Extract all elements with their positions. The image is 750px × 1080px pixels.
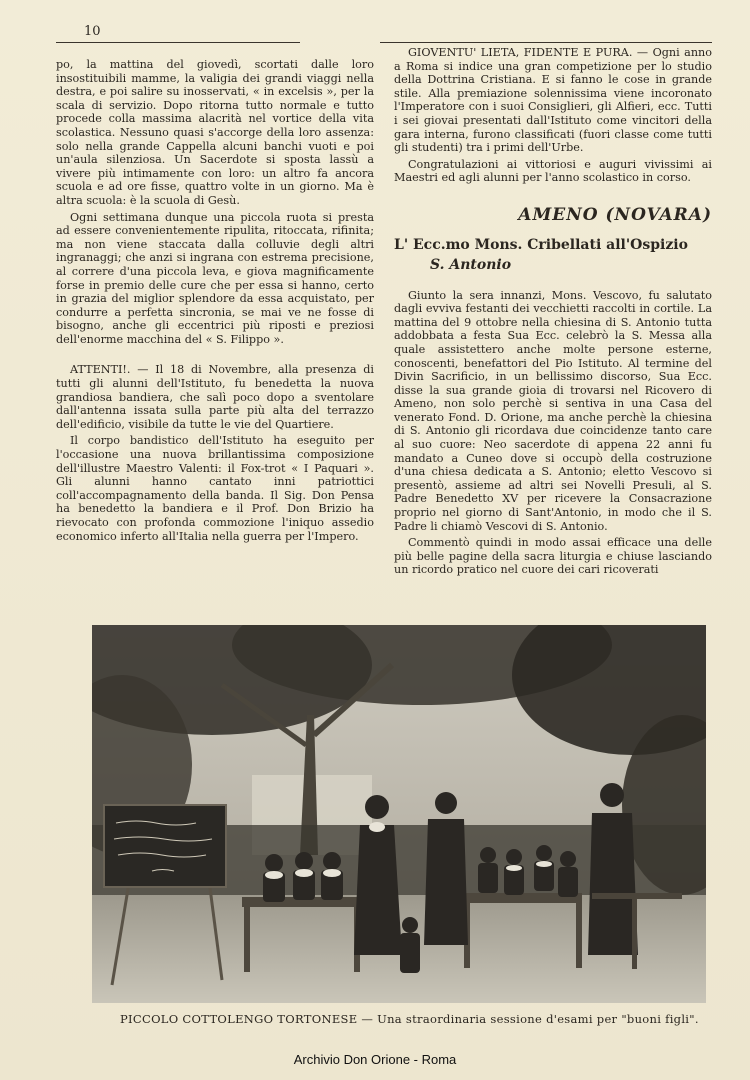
page-number: 10: [84, 24, 101, 39]
article-title-line2: S. Antonio: [430, 256, 512, 273]
left-paragraph-attenti: ATTENTI!. — Il 18 di Novembre, alla presenza di tutti gli alunni dell'Istituto, fu benedetta la nuova grandiosa bandiera, che salì poco dopo a sventolare dall'antenna issata sulla parte più alta del terrazzo dell'edificio, visibile da tutte le vie del Quartiere.: [56, 363, 374, 431]
header-rule-right: [380, 42, 712, 43]
article-paragraph: Commentò quindi in modo assai efficace una delle più belle pagine della sacra liturgia e chiuse lasciando un ricordo pratico nel cuore dei cari ricoverati: [394, 536, 712, 577]
photo-scene: [92, 625, 706, 1003]
article-paragraph: Giunto la sera innanzi, Mons. Vescovo, fu salutato dagli evviva festanti dei vecchietti raccolti in cortile. La mattina del 9 ottobre nella chiesina di S. Antonio tutta addobbata a festa Sua Ecc. celebrò la S. Messa alla quale assistettero anche molte persone esterne, conoscenti, benefattori del Pio Istituto. Al termine del Divin Sacrificio, in un bellissimo discorso, Sua Ecc. disse la sua grande gioia di trovarsi nel Ricovero di Ameno, non solo perchè si sentiva in una Casa del venerato Fond. D. Orione, ma anche perchè la chiesina di S. Antonio gli ricordava due coincidenze tanto care al suo cuore: Neo sacerdote di appena 22 anni fu mandato a Cuneo dove si occupò della costruzione d'una chiesa dedicata a S. Antonio; eletto Vescovo si presentò, assieme ad altri sei Novelli Presuli, al S. Padre Benedetto XV per ricevere la Consacrazione proprio nel giorno di Sant'Antonio, in modo che il S. Padre li chiamò Vescovi di S. Antonio.: [394, 288, 712, 533]
right-column: [394, 46, 712, 580]
archive-footer: Archivio Don Orione - Roma: [293, 1052, 457, 1067]
left-paragraph: Ogni settimana dunque una piccola ruota si presta ad essere convenientemente ripulita, ritoccata, rifinita; ma non viene staccata dalla colluvie degli altri ingranaggi; che anzi si ingrana con estrema precisione, al correre d'una piccola leva, e giova magnificamente forse in premio delle cure che per essa si hanno, certo in grazia del miglior splendore da essa acquistato, per condurre a perfetta sincronia, se mai ve ne fosse di bisogno, anche gli eccentrici più riposti e preziosi dell'enorme macchina del « S. Filippo ».: [56, 210, 374, 346]
left-paragraph: po, la mattina del giovedì, scortati dalle loro insostituibili mamme, la valigia dei grandi viaggi nella destra, e poi salire su inosservati, « in excelsis », per la scala di servizio. Dopo ritorna tutto normale e tutto procede colla massima alacrità nel vortice della vita scolastica. Nessuno quasi s'accorge della loro assenza: solo nella grande Cappella alcuni banchi vuoti e poi un'aula silenziosa. Un Sacerdote si sposta lassù a vivere più intimamente con loro: un altro fa ancora scuola e ad ore fisse, quattro volte in un giorno. Ma è altra scuola: è la scuola di Gesù.: [56, 58, 374, 207]
left-paragraph: Il corpo bandistico dell'Istituto ha eseguito per l'occasione una nuova brillantissima composizione dell'illustre Maestro Valenti: il Fox-trot « I Paquari ». Gli alunni hanno cantato inni patriottici coll'accompagnamento della banda. Il Sig. Don Pensa ha benedetto la bandiera e il Prof. Don Brizio ha rievocato con profonda commozione l'iniquo assedio economico inferto all'Italia nella guerra per l'Impero.: [56, 434, 374, 543]
article-title: [394, 235, 712, 275]
photo-caption: PICCOLO COTTOLENGO TORTONESE — Una straordinaria sessione d'esami per "buoni figli".: [120, 1012, 699, 1026]
article-title-line1: L' Ecc.mo Mons. Cribellati all'Ospizio: [394, 236, 688, 253]
header-rule-left: [56, 42, 300, 43]
photograph: [92, 625, 706, 1003]
left-column: [56, 58, 374, 546]
right-paragraph: Congratulazioni ai vittoriosi e auguri vivissimi ai Maestri ed agli alunni per l'anno scolastico in corso.: [394, 157, 712, 185]
section-heading: AMENO (NOVARA): [518, 204, 712, 225]
right-paragraph-gioventu: GIOVENTU' LIETA, FIDENTE E PURA. — Ogni anno a Roma si indice una gran competizione per lo studio della Dottrina Cristiana. E si fanno le cose in grande stile. Alla premiazione solennissima viene incoronato l'Imperatore con i suoi Consiglieri, gli Alfieri, ecc. Tutti i sei giovai presentati dall'Istituto come vincitori della gara interna, furono classificati (fuori classe come tutti gli studenti) tra i primi dell'Urbe.: [394, 46, 712, 155]
